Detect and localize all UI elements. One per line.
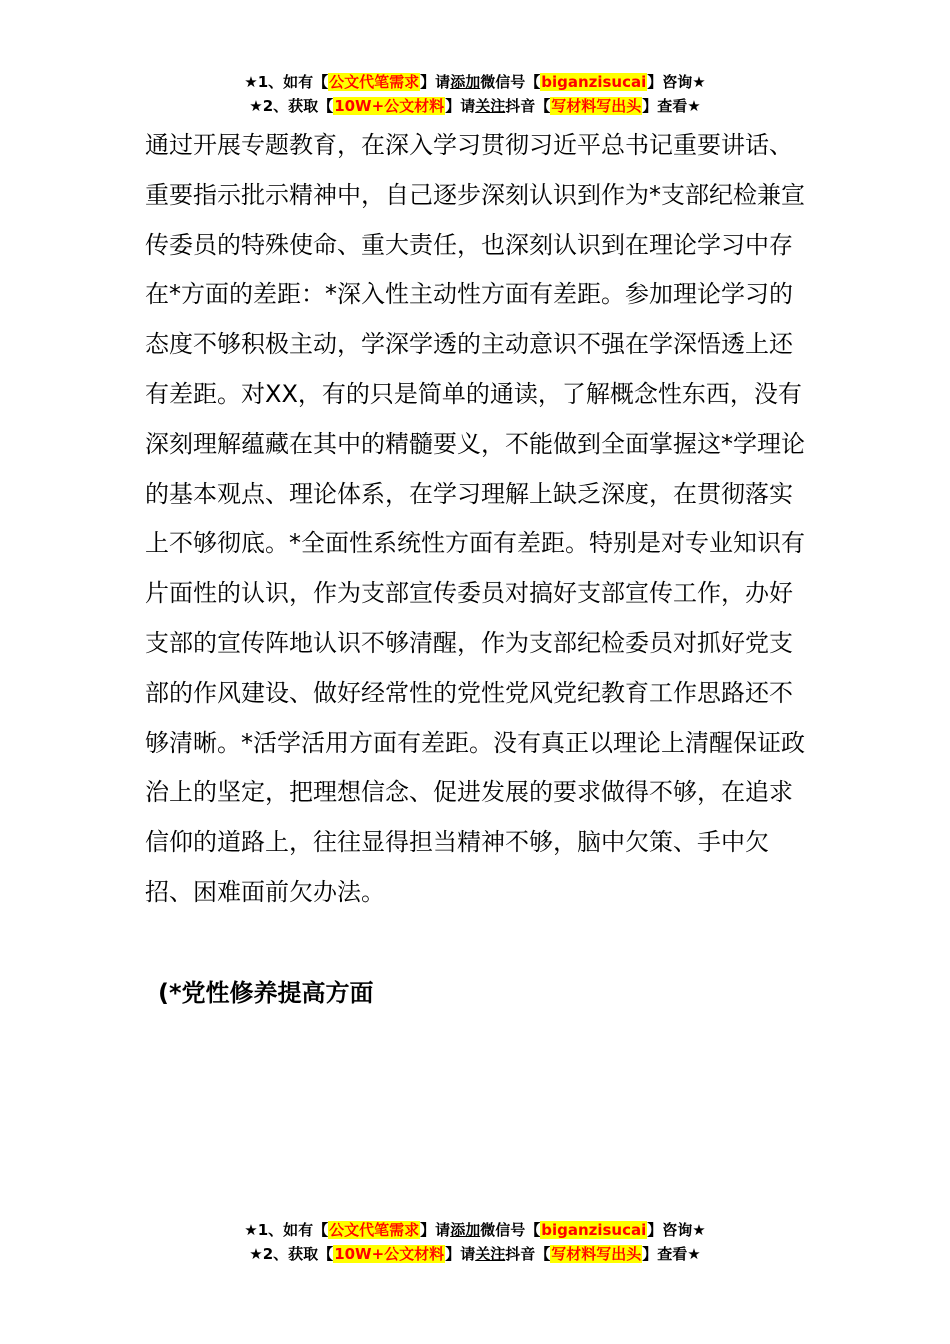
banner-highlight: 公文代笔需求 xyxy=(329,73,420,91)
banner-text: ★1、如有【 xyxy=(244,73,329,91)
bottom-banner xyxy=(0,1218,950,1266)
banner-text: 】查看★ xyxy=(642,97,701,115)
banner-highlight: biganzisucai xyxy=(541,73,647,91)
banner-text: ★2、获取【 xyxy=(249,97,334,115)
banner-text: 】请 xyxy=(445,1245,476,1263)
top-banner xyxy=(0,70,950,118)
banner-text: 微信号【 xyxy=(480,73,541,91)
section-heading: (*党性修养提高方面 xyxy=(158,979,374,1007)
banner-highlight: 写材料写出头 xyxy=(551,1245,642,1263)
banner-text: ★2、获取【 xyxy=(249,1245,334,1263)
banner-text: 抖音【 xyxy=(505,1245,551,1263)
banner-text: ★1、如有【 xyxy=(244,1221,329,1239)
banner-line-1 xyxy=(0,1218,950,1242)
banner-text: 】查看★ xyxy=(642,1245,701,1263)
banner-highlight: 10W+公文材料 xyxy=(334,97,445,115)
banner-line-1 xyxy=(0,70,950,94)
banner-highlight: biganzisucai xyxy=(541,1221,647,1239)
banner-highlight: 公文代笔需求 xyxy=(329,1221,420,1239)
banner-highlight: 10W+公文材料 xyxy=(334,1245,445,1263)
banner-text: 】咨询★ xyxy=(647,1221,706,1239)
banner-line-2 xyxy=(0,1242,950,1266)
banner-line-2 xyxy=(0,94,950,118)
banner-underlined: 添加 xyxy=(450,1221,481,1239)
banner-text: 微信号【 xyxy=(480,1221,541,1239)
banner-text: 】咨询★ xyxy=(647,73,706,91)
banner-underlined: 关注 xyxy=(475,97,506,115)
body-paragraph: 通过开展专题教育，在深入学习贯彻习近平总书记重要讲话、重要指示批示精神中，自己逐步深刻认识到作为*支部纪检兼宣传委员的特殊使命、重大责任，也深刻认识到在理论学习中存在*方面的差距：*深入性主动性方面有差距。参加理论学习的态度不够积极主动，学深学透的主动意识不强在学深悟透上还有差距。对XX，有的只是简单的通读，了解概念性东西，没有深刻理解蕴藏在其中的精髓要义，不能做到全面掌握这*学理论的基本观点、理论体系，在学习理解上缺乏深度，在贯彻落实上不够彻底。*全面性系统性方面有差距。特别是对专业知识有片面性的认识，作为支部宣传委员对搞好支部宣传工作，办好支部的宣传阵地认识不够清醒，作为支部纪检委员对抓好党支部的作风建设、做好经常性的党性党风党纪教育工作思路还不够清晰。*活学活用方面有差距。没有真正以理论上清醒保证政治上的坚定，把理想信念、促进发展的要求做得不够，在追求信仰的道路上，往往显得担当精神不够，脑中欠策、手中欠招、困难面前欠办法。 xyxy=(145,131,805,906)
banner-highlight: 写材料写出头 xyxy=(551,97,642,115)
banner-text: 抖音【 xyxy=(505,97,551,115)
banner-text: 】请 xyxy=(420,1221,451,1239)
banner-text: 】请 xyxy=(420,73,451,91)
banner-underlined: 关注 xyxy=(475,1245,506,1263)
banner-underlined: 添加 xyxy=(450,73,481,91)
banner-text: 】请 xyxy=(445,97,476,115)
